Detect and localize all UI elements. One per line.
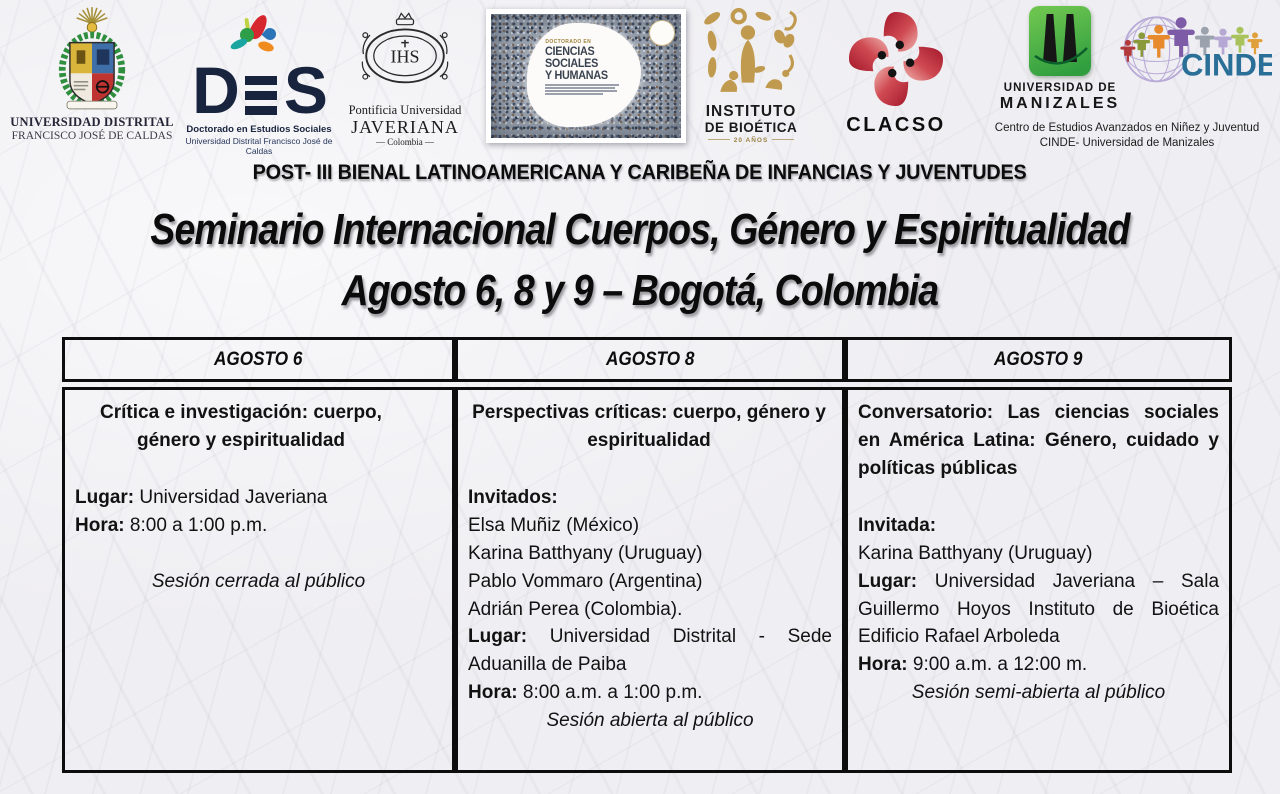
clacso-pinwheel-icon bbox=[849, 10, 943, 108]
guest-name: Adrián Perea (Colombia). bbox=[468, 598, 683, 620]
bioetica-anniversary: 20 AÑOS bbox=[690, 136, 812, 145]
bioetica-line-2: DE BIOÉTICA bbox=[704, 120, 798, 136]
manizales-tile-icon bbox=[1029, 6, 1091, 76]
poster-fine-print bbox=[545, 84, 619, 95]
agosto-8-hora: Hora: 8:00 a.m. a 1:00 p.m. bbox=[468, 682, 703, 704]
agosto-6-hora: Hora: 8:00 a 1:00 p.m. bbox=[75, 514, 268, 536]
des-wordmark bbox=[180, 53, 338, 127]
des-caption-2: Universidad Distrital Francisco José de Caldas bbox=[185, 135, 333, 157]
header-agosto-6: AGOSTO 6 bbox=[62, 337, 455, 382]
bioetica-golden-silhouettes-icon bbox=[699, 6, 803, 98]
agosto-8-lugar: Lugar: Universidad Distrital - Sede Aduanilla de Paiba bbox=[468, 626, 833, 676]
logo-des bbox=[180, 14, 338, 156]
poster-kicker: DOCTORADO EN bbox=[545, 39, 592, 46]
guest-name: Karina Batthyany (Uruguay) bbox=[858, 542, 1093, 564]
manizales-line-1: UNIVERSIDAD DE bbox=[1003, 82, 1117, 94]
universidad-distrital-crest-icon bbox=[44, 6, 140, 110]
universidad-distrital-name: UNIVERSIDAD DISTRITAL bbox=[10, 115, 174, 129]
universidad-distrital-subname: FRANCISCO JOSÉ DE CALDAS bbox=[11, 130, 173, 142]
poster-seal-icon bbox=[649, 20, 675, 46]
logo-universidad-distrital bbox=[8, 6, 176, 142]
javeriana-line-2: JAVERIANA bbox=[351, 117, 459, 137]
schedule-table bbox=[62, 337, 1232, 773]
javeriana-line-1: Pontificia Universidad bbox=[348, 103, 462, 117]
header-agosto-8: AGOSTO 8 bbox=[455, 337, 845, 382]
event-kicker: POST- III BIENAL LATINOAMERICANA Y CARIBEÑA DE INFANCIAS Y JUVENTUDES bbox=[253, 160, 1027, 184]
seminar-title-line-1: Seminario Internacional Cuerpos, Género y Espiritualidad bbox=[150, 205, 1130, 254]
des-letter-s: S bbox=[283, 53, 326, 127]
cinde-manizales-caption bbox=[978, 121, 1276, 151]
guest-name: Karina Batthyany (Uruguay) bbox=[468, 542, 703, 564]
agosto-6-session: Sesión cerrada al público bbox=[151, 570, 366, 592]
cinde-wordmark: CINDE bbox=[1181, 47, 1272, 83]
agosto-8-session: Sesión abierta al público bbox=[546, 710, 754, 732]
poster-line-1: CIENCIAS bbox=[545, 44, 595, 59]
des-equals-icon bbox=[245, 76, 277, 118]
des-letter-d: D bbox=[192, 53, 238, 127]
schedule-header-row bbox=[62, 337, 1232, 382]
des-caption-1: Doctorado en Estudios Sociales bbox=[186, 124, 332, 135]
agosto-6-lugar: Lugar: Universidad Javeriana bbox=[75, 486, 328, 508]
agosto-6-title: Crítica e investigación: cuerpo, género y espiritualidad bbox=[100, 402, 382, 451]
agosto-8-invitados-label: Invitados: bbox=[468, 486, 558, 508]
logo-javeriana bbox=[341, 10, 469, 147]
manizales-line-2: MANIZALES bbox=[999, 95, 1121, 113]
cinde-caption-2: CINDE- Universidad de Manizales bbox=[1039, 136, 1215, 149]
javeriana-crest-icon bbox=[353, 10, 457, 98]
poster-line-3: Y HUMANAS bbox=[545, 68, 609, 83]
svg-text:IHS: IHS bbox=[390, 46, 420, 67]
agosto-9-hora: Hora: 9:00 a.m. a 12:00 m. bbox=[858, 654, 1088, 676]
agosto-9-lugar: Lugar: Universidad Javeriana – Sala Guillermo Hoyos Instituto de Bioética Edificio Rafael Arboleda bbox=[858, 570, 1220, 648]
poster-line-2: SOCIALES bbox=[545, 56, 599, 71]
logo-clacso bbox=[841, 10, 951, 137]
javeriana-line-3: — Colombia — bbox=[376, 136, 434, 147]
logo-cinde bbox=[1106, 6, 1272, 86]
agosto-8-title: Perspectivas críticas: cuerpo, género y espiritualidad bbox=[472, 402, 826, 451]
logo-instituto-bioetica bbox=[690, 6, 812, 145]
guest-name: Pablo Vommaro (Argentina) bbox=[468, 570, 703, 592]
logo-doctorado-ciencias-poster bbox=[486, 9, 686, 143]
des-flower-icon bbox=[180, 14, 338, 60]
agosto-6-cell bbox=[62, 387, 455, 773]
bioetica-line-1: INSTITUTO bbox=[705, 103, 797, 120]
guest-name: Elsa Muñiz (México) bbox=[468, 514, 640, 536]
crowd-photo-icon bbox=[491, 14, 681, 138]
schedule-body-row bbox=[62, 387, 1232, 773]
cinde-globe-children-icon bbox=[1106, 6, 1272, 86]
cinde-caption-1: Centro de Estudios Avanzados en Niñez y Juventud bbox=[994, 122, 1260, 134]
agosto-9-invitada-label: Invitada: bbox=[858, 514, 937, 536]
agosto-9-title: Conversatorio: Las ciencias sociales en América Latina: Género, cuidado y políticas públicas bbox=[858, 402, 1219, 479]
header-agosto-9: AGOSTO 9 bbox=[845, 337, 1232, 382]
agosto-9-session: Sesión semi-abierta al público bbox=[911, 682, 1166, 704]
agosto-9-cell bbox=[845, 387, 1232, 773]
clacso-wordmark: CLACSO bbox=[846, 114, 946, 136]
agosto-8-cell bbox=[455, 387, 845, 773]
seminar-title-line-2: Agosto 6, 8 y 9 – Bogotá, Colombia bbox=[341, 266, 939, 315]
head-profile-shape bbox=[527, 23, 641, 127]
